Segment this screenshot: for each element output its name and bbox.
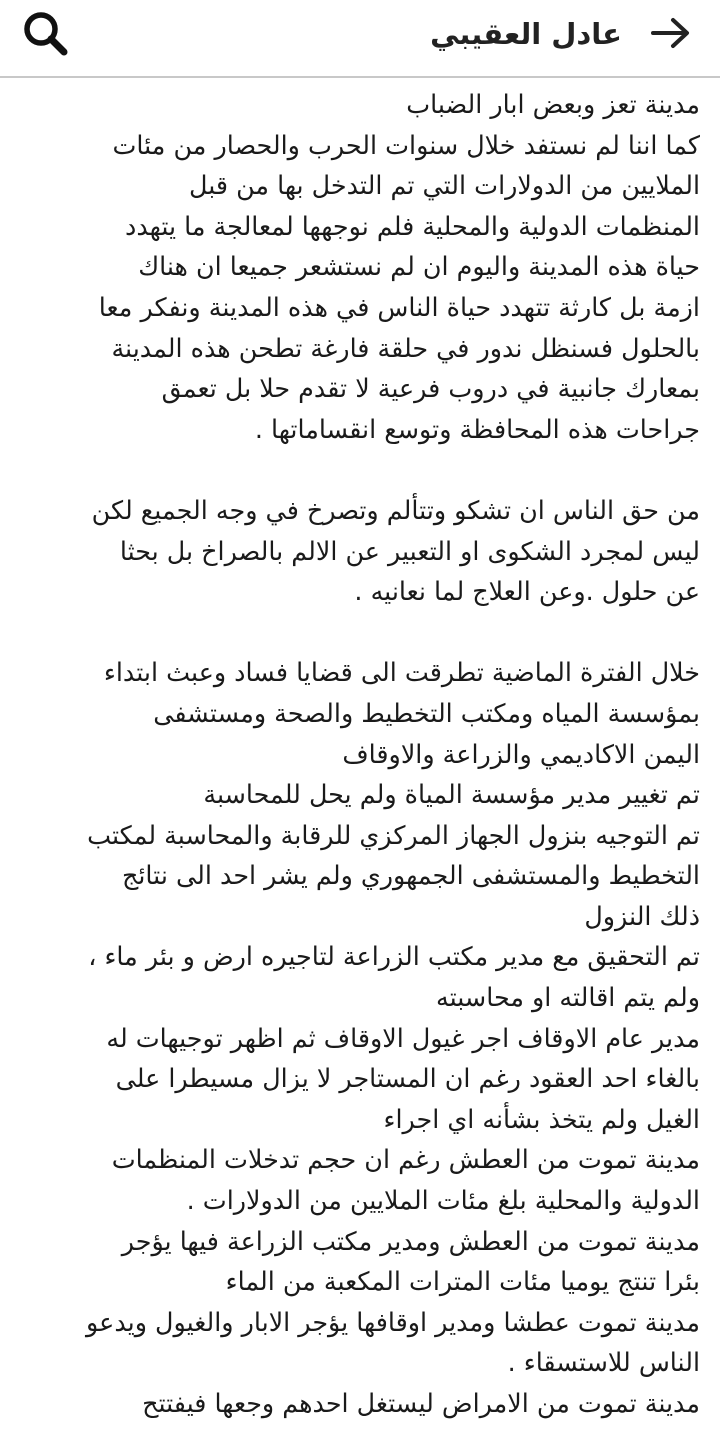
page-title: عادل العقيبي [430, 17, 622, 51]
post-text-line: بمعارك جانبية في دروب فرعية لا تقدم حلا بل تعمق [161, 373, 700, 404]
post-text-line: عن حلول .وعن العلاج لما نعانيه . [354, 576, 700, 607]
post-text-line: الملايين من الدولارات التي تم التدخل بها من قبل [189, 170, 700, 201]
post-text-line: بالغاء احد العقود رغم ان المستاجر لا يزال مسيطرا على [115, 1063, 700, 1094]
post-text-line: حياة هذه المدينة واليوم ان لم نستشعر جميعا ان هناك [138, 251, 700, 282]
post-text-line: ذلك النزول [584, 900, 700, 931]
post-text-line: الدولية والمحلية بلغ مئات الملايين من الدولارات . [186, 1185, 700, 1216]
search-button[interactable] [20, 8, 70, 58]
post-text-line: بالحلول فسنظل ندور في حلقة فارغة تطحن هذه المدينة [111, 332, 700, 363]
post-text-line: المنظمات الدولية والمحلية فلم نوجهها لمعالجة ما يتهدد [125, 210, 700, 241]
post-text-line: اليمن الاكاديمي والزراعة والاوقاف [342, 738, 700, 769]
post-text-line: الناس للاستسقاء . [507, 1347, 700, 1378]
paragraph-break [24, 612, 700, 653]
post-text-line: مدير عام الاوقاف اجر غيول الاوقاف ثم اظهر توجيهات له [106, 1022, 700, 1053]
post-text-line: تم تغيير مدير مؤسسة المياة ولم يحل للمحاسبة [203, 779, 700, 810]
post-text-line: كما اننا لم نستفد خلال سنوات الحرب والحصار من مئات [112, 129, 700, 160]
post-text-line: الغيل ولم يتخذ بشأنه اي اجراء [383, 1103, 700, 1134]
arrow-right-icon [648, 10, 694, 56]
post-text-line: التخطيط والمستشفى الجمهوري ولم يشر احد الى نتائج [121, 860, 700, 891]
post-text-line: جراحات هذه المحافظة وتوسع انقساماتها . [254, 413, 700, 444]
post-text-line: مدينة تموت من الامراض ليستغل احدهم وجعها فيفتتح [142, 1388, 700, 1418]
post-text-line: مدينة تموت عطشا ومدير اوقافها يؤجر الابار والغيول ويدعو [86, 1306, 700, 1337]
post-body [24, 84, 700, 1424]
post-text-line: تم التوجيه بنزول الجهاز المركزي للرقابة والمحاسبة لمكتب [87, 819, 700, 850]
post-text-line: تم التحقيق مع مدير مكتب الزراعة لتاجيره ارض و بئر ماء ، [88, 941, 700, 972]
post-text-line: بئرا تنتج يوميا مئات المترات المكعبة من الماء [225, 1266, 700, 1297]
post-text-line: مدينة تموت من العطش ومدير مكتب الزراعة فيها يؤجر [121, 1225, 700, 1256]
post-text-line: من حق الناس ان تشكو وتتألم وتصرخ في وجه الجميع لكن [91, 494, 700, 525]
post-text-line: مدينة تعز وبعض ابار الضباب [406, 89, 700, 119]
paragraph-break [24, 449, 700, 490]
post-text-line: ولم يتم اقالته او محاسبته [436, 982, 700, 1013]
back-button[interactable] [648, 10, 694, 56]
post-text-line: ليس لمجرد الشكوى او التعبير عن الالم بالصراخ بل بحثا [119, 535, 700, 566]
search-icon [20, 8, 70, 58]
top-app-bar [0, 0, 720, 78]
post-text-line: بمؤسسة المياه ومكتب التخطيط والصحة ومستشفى [153, 697, 700, 728]
post-text-line: مدينة تموت من العطش رغم ان حجم تدخلات المنظمات [111, 1144, 700, 1175]
post-text-line: خلال الفترة الماضية تطرقت الى قضايا فساد وعبث ابتداء [103, 657, 700, 688]
post-text-line: ازمة بل كارثة تتهدد حياة الناس في هذه المدينة ونفكر معا [98, 291, 700, 322]
